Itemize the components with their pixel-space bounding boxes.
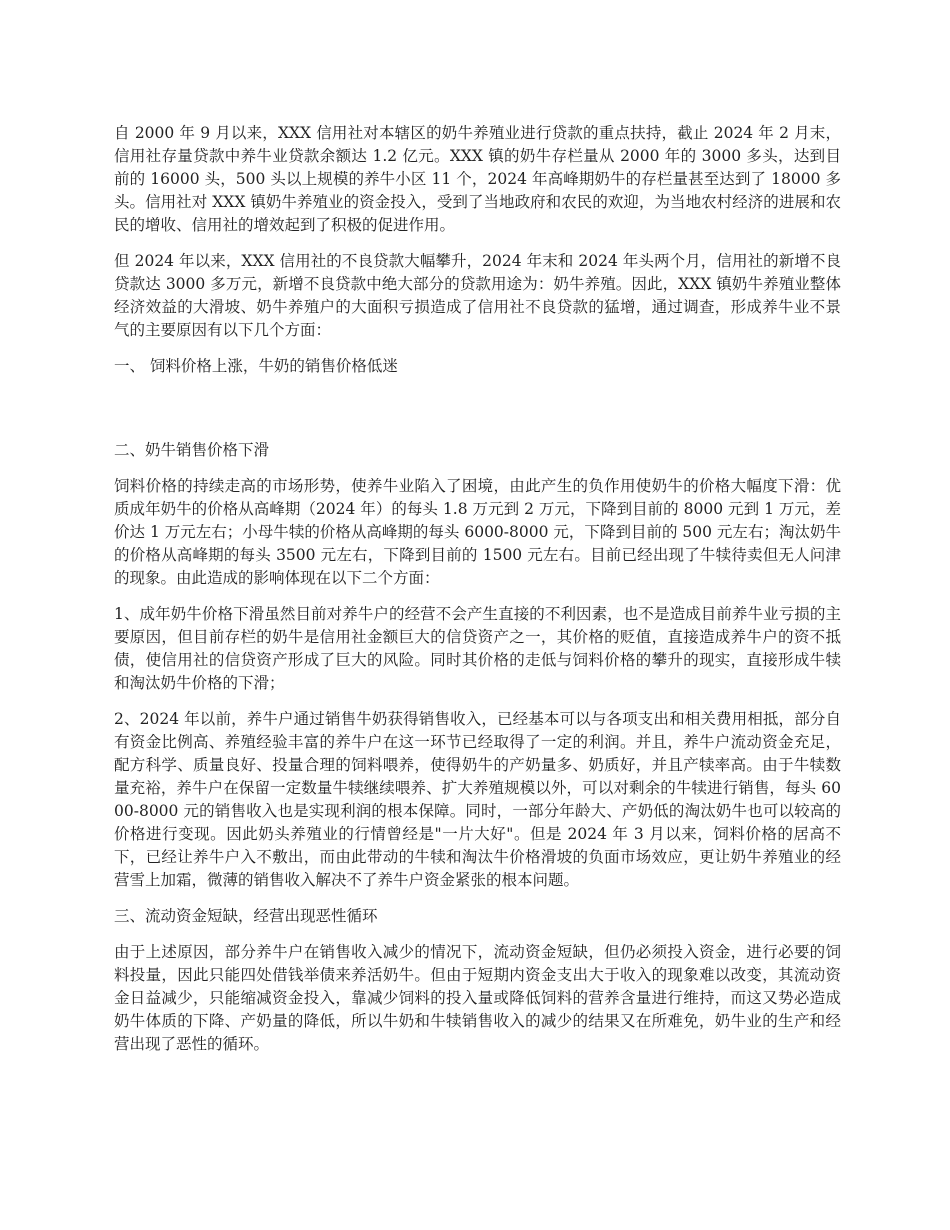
section2-paragraph-3: 2、2024 年以前，养牛户通过销售牛奶获得销售收入，已经基本可以与各项支出和相关费用相抵，部分自有资金比例高、养殖经验丰富的养牛户在这一环节已经取得了一定的利润。并且，养牛户流动资金充足，配方科学、质量良好、投量合理的饲料喂养，使得奶牛的产奶量多、奶质好，并且产犊率高。由于牛犊数量充裕，养牛户在保留一定数量牛犊继续喂养、扩大养殖规模以外，可以对剩余的牛犊进行销售，每头 6000-8000 元的销售收入也是实现利润的根本保障。同时，一部分年龄大、产奶低的淘汰奶牛也可以较高的价格进行变现。因此奶头养殖业的行情曾经是"一片大好"。但是 2024 年 3 月以来，饲料价格的居高不下，已经让养牛户入不敷出，而由此带动的牛犊和淘汰牛价格滑坡的负面市场效应，更让奶牛养殖业的经营雪上加霜，微薄的销售收入解决不了养牛户资金紧张的根本问题。	[114, 710, 841, 889]
section2-paragraph-1: 饲料价格的持续走高的市场形势，使养牛业陷入了困境，由此产生的负作用使奶牛的价格大幅度下滑：优质成年奶牛的价格从高峰期（2024 年）的每头 1.8 万元到 2 万元，下降到目前的 8000 元到 1 万元，差价达 1 万元左右；小母牛犊的价格从高峰期的每头 6000-8000 元，下降到目前的 500 元左右；淘汰奶牛的价格从高峰期的每头 3500 元左右，下降到目前的 1500 元左右。目前已经出现了牛犊待卖但无人问津的现象。由此造成的影响体现在以下二个方面：	[114, 477, 841, 587]
section-heading-2: 二、奶牛销售价格下滑	[114, 441, 270, 459]
document-page	[114, 122, 841, 1069]
intro-paragraph-1: 自 2000 年 9 月以来，XXX 信用社对本辖区的奶牛养殖业进行贷款的重点扶持，截止 2024 年 2 月末，信用社存量贷款中养牛业贷款余额达 1.2 亿元。XXX 镇的奶牛存栏量从 2000 年的 3000 多头，达到目前的 16000 头，500 头以上规模的养牛小区 11 个，2024 年高峰期奶牛的存栏量甚至达到了 18000 多头。信用社对 XXX 镇奶牛养殖业的资金投入，受到了当地政府和农民的欢迎，为当地农村经济的进展和农民的增收、信用社的增效起到了积极的促进作用。	[114, 124, 841, 234]
section-heading-3: 三、流动资金短缺，经营出现恶性循环	[114, 907, 378, 925]
intro-paragraph-2: 但 2024 年以来，XXX 信用社的不良贷款大幅攀升，2024 年末和 2024 年头两个月，信用社的新增不良贷款达 3000 多万元，新增不良贷款中绝大部分的贷款用途为：奶牛养殖。因此，XXX 镇奶牛养殖业整体经济效益的大滑坡、奶牛养殖户的大面积亏损造成了信用社不良贷款的猛增，通过调查，形成养牛业不景气的主要原因有以下几个方面：	[114, 252, 841, 339]
section-heading-1: 一、 饲料价格上涨，牛奶的销售价格低迷	[114, 357, 398, 375]
section3-paragraph-1: 由于上述原因，部分养牛户在销售收入减少的情况下，流动资金短缺，但仍必须投入资金，进行必要的饲料投量，因此只能四处借钱举债来养活奶牛。但由于短期内资金支出大于收入的现象难以改变，其流动资金日益减少，只能缩减资金投入，靠减少饲料的投入量或降低饲料的营养含量进行维持，而这又势必造成奶牛体质的下降、产奶量的降低，所以牛奶和牛犊销售收入的减少的结果又在所难免，奶牛业的生产和经营出现了恶性的循环。	[114, 943, 841, 1053]
blank-space	[114, 391, 841, 439]
section2-paragraph-2: 1、成年奶牛价格下滑虽然目前对养牛户的经营不会产生直接的不利因素，也不是造成目前养牛业亏损的主要原因，但目前存栏的奶牛是信用社金额巨大的信贷资产之一，其价格的贬值，直接造成养牛户的资不抵债，使信用社的信贷资产形成了巨大的风险。同时其价格的走低与饲料价格的攀升的现实，直接形成牛犊和淘汰奶牛价格的下滑；	[114, 605, 841, 692]
